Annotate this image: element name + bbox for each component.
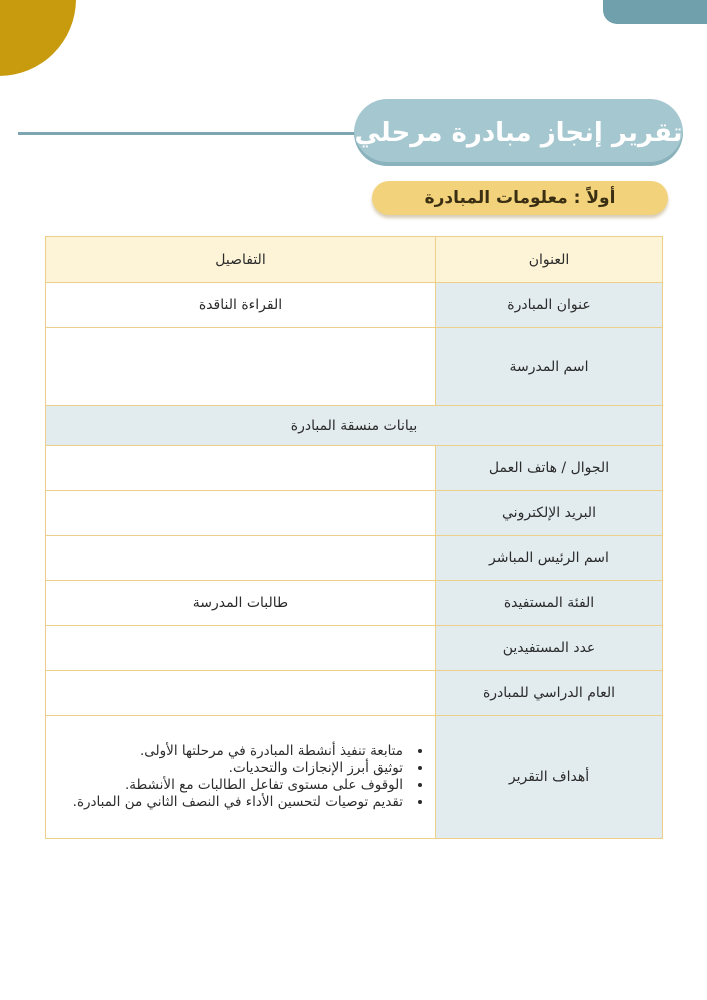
manager-value (46, 536, 436, 581)
table-header-row (46, 237, 663, 283)
goal-item: • متابعة تنفيذ أنشطة المبادرة في مرحلتها الأولى. (56, 743, 407, 760)
table-row (46, 626, 663, 671)
initiative-title-label: عنوان المبادرة (436, 283, 663, 328)
table-row (46, 536, 663, 581)
phone-label: الجوال / هاتف العمل (436, 446, 663, 491)
goals-label: أهداف التقرير (436, 716, 663, 839)
table-row (46, 406, 663, 446)
table-row (46, 716, 663, 839)
decorative-gold-circle (0, 0, 76, 76)
table-row (46, 328, 663, 406)
manager-label: اسم الرئيس المباشر (436, 536, 663, 581)
beneficiaries-label: عدد المستفيدين (436, 626, 663, 671)
coordinator-section-heading: بيانات منسقة المبادرة (46, 406, 663, 446)
email-value (46, 491, 436, 536)
title-divider-line (18, 132, 378, 135)
goals-list (56, 743, 425, 811)
academic-year-value (46, 671, 436, 716)
table-row (46, 671, 663, 716)
academic-year-label: العام الدراسي للمبادرة (436, 671, 663, 716)
page-title-banner (354, 99, 683, 166)
header-label: العنوان (436, 237, 663, 283)
target-group-label: الفئة المستفيدة (436, 581, 663, 626)
page-title: تقرير إنجاز مبادرة مرحلي (354, 117, 683, 148)
table-row (46, 581, 663, 626)
section-heading-banner (372, 181, 668, 215)
goal-item: • الوقوف على مستوى تفاعل الطالبات مع الأنشطة. (56, 777, 407, 794)
target-group-value: طالبات المدرسة (46, 581, 436, 626)
table-row (46, 283, 663, 328)
section-heading: أولاً : معلومات المبادرة (424, 188, 616, 208)
table-row (46, 491, 663, 536)
initiative-title-value: القراءة الناقدة (46, 283, 436, 328)
header-details: التفاصيل (46, 237, 436, 283)
school-name-value (46, 328, 436, 406)
goals-value (46, 716, 436, 839)
school-name-label: اسم المدرسة (436, 328, 663, 406)
table-row (46, 446, 663, 491)
email-label: البريد الإلكتروني (436, 491, 663, 536)
goal-item: • توثيق أبرز الإنجازات والتحديات. (56, 760, 407, 777)
decorative-teal-tab (603, 0, 707, 24)
goal-item: • تقديم توصيات لتحسين الأداء في النصف الثاني من المبادرة. (56, 794, 407, 811)
initiative-info-table (45, 236, 663, 839)
phone-value (46, 446, 436, 491)
beneficiaries-value (46, 626, 436, 671)
